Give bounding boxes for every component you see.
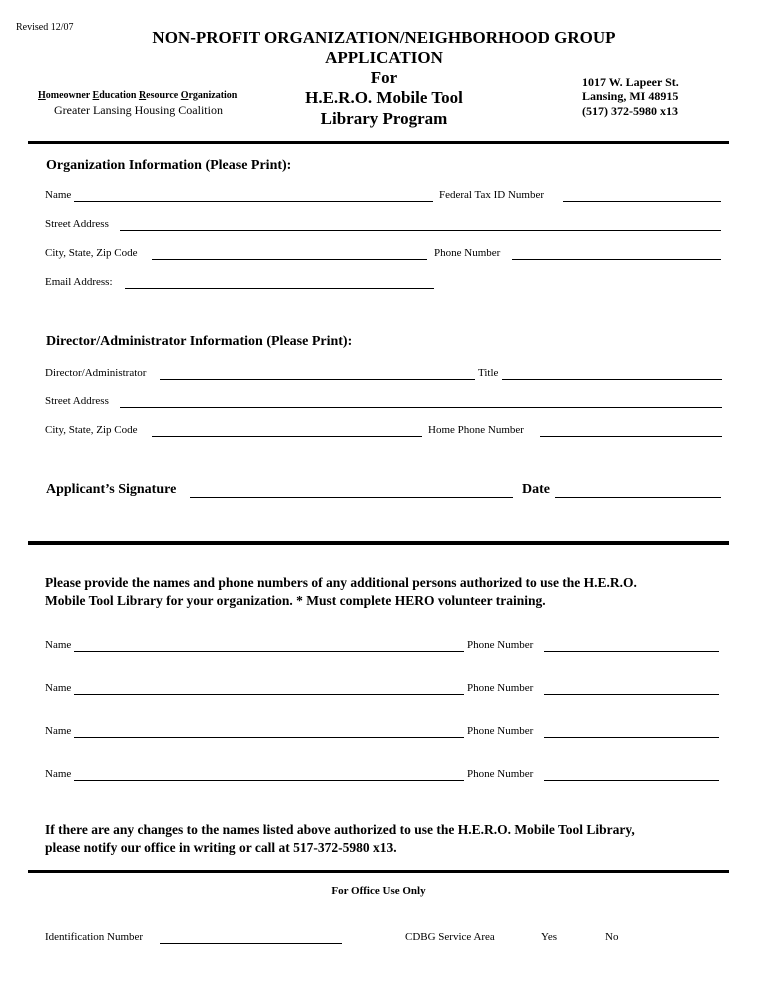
additional-phone-label: Phone Number — [467, 768, 534, 780]
additional-name-field[interactable] — [74, 780, 464, 781]
additional-phone-label: Phone Number — [467, 639, 534, 651]
org-city-field[interactable] — [152, 259, 427, 260]
additional-phone-field[interactable] — [544, 651, 719, 652]
director-street-field[interactable] — [120, 407, 722, 408]
organization-heading: Organization Information (Please Print): — [46, 158, 292, 173]
tax-id-label: Federal Tax ID Number — [439, 189, 545, 201]
director-heading: Director/Administrator Information (Please Print): — [46, 334, 353, 349]
org-subtitle: Greater Lansing Housing Coalition — [54, 103, 223, 117]
director-title-label: Title — [478, 367, 499, 379]
header-divider — [28, 141, 729, 144]
org-phone-label: Phone Number — [434, 247, 501, 259]
additional-name-label: Name — [45, 682, 72, 694]
org-street-field[interactable] — [120, 230, 721, 231]
date-field[interactable] — [555, 497, 721, 498]
org-phone-field[interactable] — [512, 259, 721, 260]
additional-phone-field[interactable] — [544, 737, 719, 738]
additional-instructions-line1: Please provide the names and phone numbers of any additional persons authorized to use the H.E.R.O. — [45, 575, 637, 590]
signature-label: Applicant’s Signature — [46, 482, 177, 497]
director-city-label: City, State, Zip Code — [45, 424, 138, 436]
director-label: Director/Administrator — [45, 367, 147, 379]
additional-name-field[interactable] — [74, 694, 464, 695]
additional-name-field[interactable] — [74, 651, 464, 652]
address-line1: 1017 W. Lapeer St. — [582, 75, 679, 89]
office-divider — [28, 870, 729, 873]
director-title-field[interactable] — [502, 379, 722, 380]
form-title-line3: For — [370, 68, 398, 87]
additional-phone-label: Phone Number — [467, 682, 534, 694]
office-phone: (517) 372-5980 x13 — [582, 104, 678, 118]
signature-field[interactable] — [190, 497, 513, 498]
org-name-field[interactable] — [74, 201, 433, 202]
address-line2: Lansing, MI 48915 — [582, 89, 679, 103]
notice-line1: If there are any changes to the names listed above authorized to use the H.E.R.O. Mobile Tool Library, — [45, 822, 635, 837]
org-name: Homeowner Education Resource Organization — [38, 90, 238, 101]
additional-name-field[interactable] — [74, 737, 464, 738]
section-divider — [28, 541, 729, 545]
cdbg-label: CDBG Service Area — [405, 931, 495, 943]
tax-id-field[interactable] — [563, 201, 721, 202]
additional-phone-field[interactable] — [544, 694, 719, 695]
form-title-line4: H.E.R.O. Mobile Tool — [305, 88, 463, 107]
form-title-line1: NON-PROFIT ORGANIZATION/NEIGHBORHOOD GROUP — [152, 28, 616, 47]
director-city-field[interactable] — [152, 436, 422, 437]
director-field[interactable] — [160, 379, 475, 380]
additional-phone-field[interactable] — [544, 780, 719, 781]
org-city-label: City, State, Zip Code — [45, 247, 138, 259]
identification-number-label: Identification Number — [45, 931, 144, 943]
email-field[interactable] — [125, 288, 434, 289]
notice-line2: please notify our office in writing or call at 517-372-5980 x13. — [45, 840, 397, 855]
date-label: Date — [522, 482, 550, 497]
director-street-label: Street Address — [45, 395, 109, 407]
identification-number-field[interactable] — [160, 943, 342, 944]
additional-name-label: Name — [45, 725, 72, 737]
home-phone-label: Home Phone Number — [428, 424, 524, 436]
additional-name-label: Name — [45, 639, 72, 651]
office-use-heading: For Office Use Only — [331, 885, 426, 897]
additional-instructions-line2: Mobile Tool Library for your organization. * Must complete HERO volunteer training. — [45, 593, 546, 608]
additional-name-label: Name — [45, 768, 72, 780]
revised-date: Revised 12/07 — [16, 22, 74, 33]
email-label: Email Address: — [45, 276, 113, 288]
home-phone-field[interactable] — [540, 436, 722, 437]
org-street-label: Street Address — [45, 218, 109, 230]
cdbg-yes-option[interactable]: Yes — [541, 931, 558, 943]
form-title-line5: Library Program — [320, 109, 448, 128]
org-name-label: Name — [45, 189, 72, 201]
cdbg-no-option[interactable]: No — [605, 931, 619, 943]
additional-phone-label: Phone Number — [467, 725, 534, 737]
form-title-line2: APPLICATION — [325, 48, 443, 67]
